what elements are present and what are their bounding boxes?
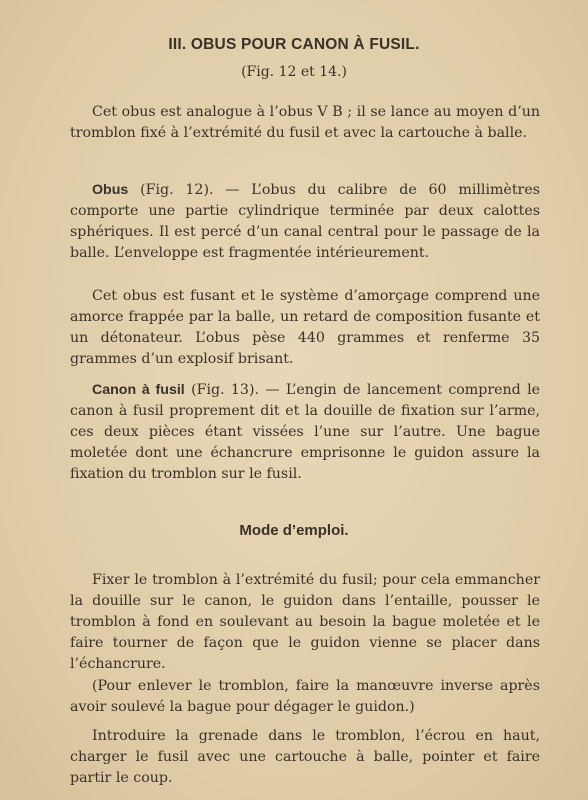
obus-heading: Obus [92, 182, 129, 198]
section-title: III. OBUS POUR CANON À FUSIL. [168, 36, 420, 53]
mode-paragraph-2: (Pour enlever le tromblon, faire la manœuvre inverse après avoir soulevé la bague pour dégager le guidon.) [70, 678, 540, 715]
canon-text: (Fig. 13). — L’engin de lancement comprend le canon à fusil proprement dit et la douille de fixation sur l’arme, ces deux pièces étant vissées l’une sur l’autre. Une bague moletée dont une échancrure emprisonne le guidon assure la fixation du tromblon sur le fusil. [70, 382, 541, 482]
obus-paragraph [70, 180, 540, 264]
mode-paragraph-3: Introduire la grenade dans le tromblon, l’écrou en haut, charger le fusil avec une cartouche à balle, pointer et faire partir le coup. [70, 728, 540, 786]
canon-paragraph [70, 380, 540, 485]
obus-text: (Fig. 12). — L’obus du calibre de 60 millimètres comporte une partie cylindrique terminée par deux calottes sphériques. Il est percé d’un canal central pour le passage de la balle. L’enveloppe est fragmentée intérieurement. [70, 182, 540, 261]
intro-paragraph: Cet obus est analogue à l’obus V B ; il se lance au moyen d’un tromblon fixé à l’extrémité du fusil et avec la cartouche à balle. [70, 104, 540, 141]
mode-paragraph-1: Fixer le tromblon à l’extrémité du fusil; pour cela emmancher la douille sur le canon, le guidon dans l’entaille, pousser le tromblon à fond en soulevant au besoin la bague moletée et le faire tourner de façon que le guidon vienne se placer dans l’échancrure. [70, 572, 540, 672]
fusant-paragraph: Cet obus est fusant et le système d’amorçage comprend une amorce frappée par la balle, un retard de composition fusante et un détonateur. L’obus pèse 440 grammes et renferme 35 grammes d’un explosif brisant. [70, 288, 540, 367]
figure-reference: (Fig. 12 et 14.) [241, 64, 347, 80]
canon-heading: Canon à fusil [92, 382, 185, 398]
mode-emploi-title: Mode d’emploi. [239, 522, 349, 539]
